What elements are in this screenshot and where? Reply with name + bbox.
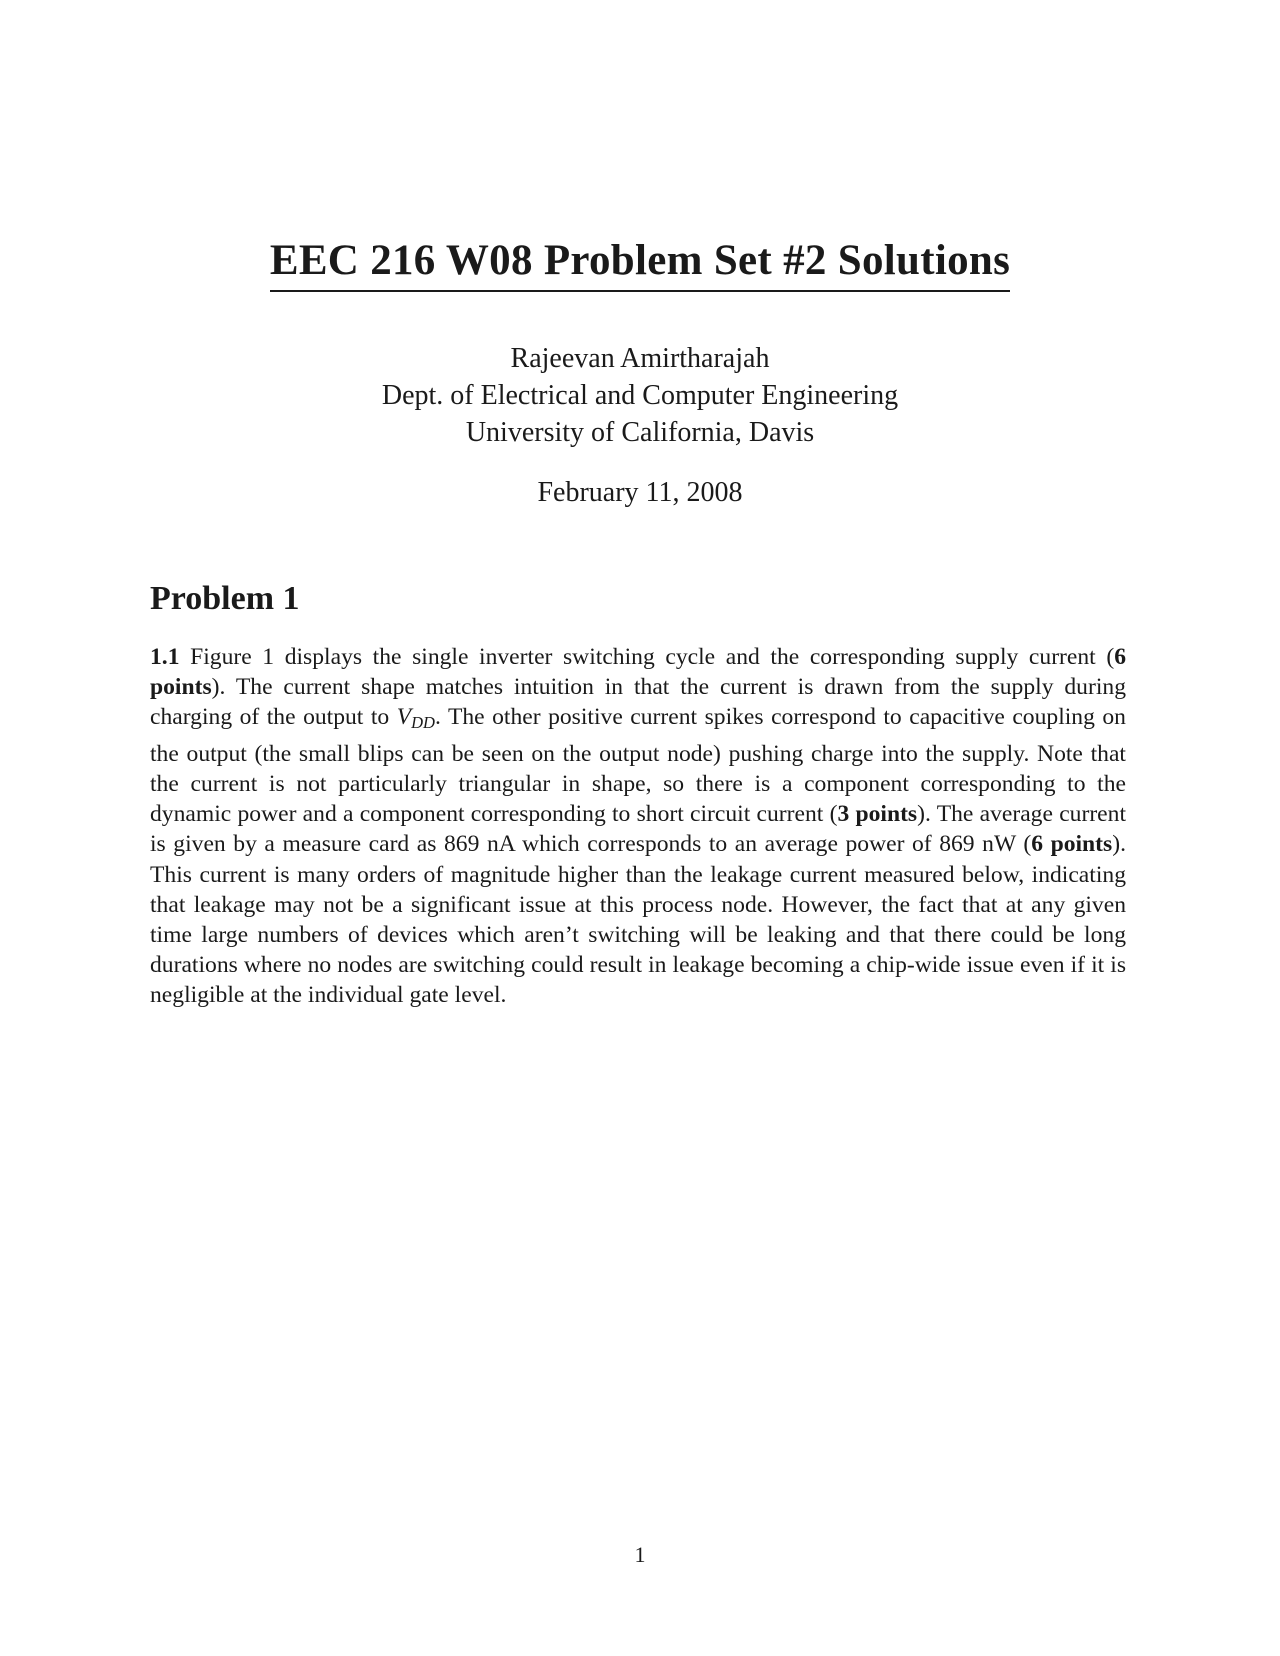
author-department: Dept. of Electrical and Computer Engineering: [381, 380, 899, 411]
vdd-symbol: [396, 704, 435, 733]
author-university: University of California, Davis: [465, 417, 815, 448]
document-title-text: EEC 216 W08 Problem Set #2 Solutions: [270, 233, 1010, 292]
paragraph-segment-3: . The other positive current spikes correspond to capacitive coupling on the output (the small blips can be seen on the output node) pushing charge into the supply. Note that the current is not particularly triangular in shape, so there is a component corresponding to the dynamic power and a component corresponding to short circuit current (: [150, 704, 1126, 828]
paragraph-segment-2: ). The current shape matches intuition in that the current is drawn from the supply during charging of the output to: [150, 674, 1126, 731]
author-block: [140, 340, 1140, 451]
paragraph-segment-5: ). This current is many orders of magnitude higher than the leakage current measured below, indicating that leakage may not be a significant issue at this process node. However, the fact that at any given time large numbers of devices which aren’t switching will be leaking and that there could be long durations where no nodes are switching could result in leakage becoming a chip-wide issue even if it is negligible at the individual gate level.: [150, 831, 1126, 1009]
vdd-symbol-subscript: DD: [411, 713, 435, 733]
page-number: 1: [634, 1542, 646, 1567]
paragraph-segment-1: Figure 1 displays the single inverter switching cycle and the corresponding supply current (: [179, 644, 1115, 670]
vdd-symbol-v: V: [396, 704, 412, 731]
section-heading-problem-1: Problem 1: [150, 580, 300, 617]
document-date: February 11, 2008: [537, 477, 743, 508]
paragraph-segment-4: ). The average current is given by a measure card as 869 nA which corresponds to an average power of 869 nW (: [150, 801, 1127, 858]
problem-1-1-paragraph: [150, 642, 1126, 1011]
document-title: [140, 233, 1140, 292]
author-name: Rajeevan Amirtharajah: [510, 343, 770, 374]
points-badge-a: 6 points: [150, 644, 1126, 701]
points-badge-c: 6 points: [1031, 831, 1113, 858]
points-badge-b: 3 points: [837, 801, 918, 828]
part-label: 1.1: [150, 644, 180, 670]
